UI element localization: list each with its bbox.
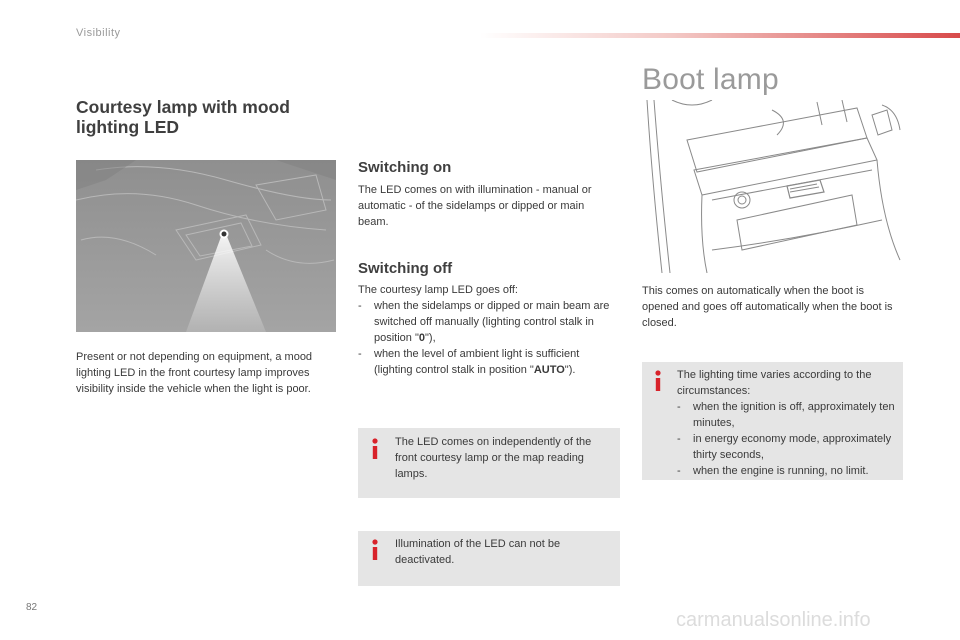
switching-off-list [358, 298, 620, 378]
info-text: Illumination of the LED can not be deactivated. [395, 538, 561, 566]
list-item [358, 298, 620, 346]
header-accent-bar [480, 33, 960, 38]
stalk-position-code: AUTO [533, 364, 565, 376]
watermark: carmanualsonline.info [676, 609, 871, 631]
list-item [677, 463, 899, 479]
stalk-position-code: 0 [418, 332, 426, 344]
info-icon [653, 370, 663, 392]
switching-on-heading: Switching on [358, 159, 452, 176]
item-text: when the level of ambient light is sufficient (lighting control stalk in position " [374, 348, 580, 376]
info-icon [370, 438, 380, 460]
switching-on-text: The LED comes on with illumination - manual or automatic - of the sidelamps or dipped or main beam. [358, 184, 592, 228]
dash-marker: - [677, 401, 681, 413]
boot-lamp-description: This comes on automatically when the boot is opened and goes off automatically when the boot is closed. [642, 285, 893, 329]
dash-marker: - [358, 348, 362, 360]
switching-off-heading: Switching off [358, 260, 453, 277]
item-text: in energy economy mode, approximately thirty seconds, [693, 433, 892, 461]
info-text [677, 367, 899, 479]
courtesy-lamp-title: Courtesy lamp with mood lighting LED [76, 97, 290, 137]
section-label: Visibility [76, 27, 121, 39]
item-text: when the sidelamps or dipped or main beam are switched off manually (lighting control stalk in position " [374, 300, 610, 344]
item-text-end: "). [564, 364, 576, 376]
info-box-not-deactivated [358, 531, 620, 586]
switching-off-intro: The courtesy lamp LED goes off: [358, 284, 518, 296]
boot-lamp-drawing [642, 100, 902, 273]
list-item [358, 346, 620, 378]
info-text: The LED comes on independently of the front courtesy lamp or the map reading lamps. [395, 436, 592, 480]
item-text: when the ignition is off, approximately ten minutes, [693, 401, 895, 429]
info-box-independent [358, 428, 620, 498]
info-icon [370, 539, 380, 561]
courtesy-lamp-description: Present or not depending on equipment, a mood lighting LED in the front courtesy lamp improves visibility inside the vehicle when the light is poor. [76, 351, 313, 395]
courtesy-lamp-photo [76, 160, 336, 332]
cabin-ceiling-illustration [76, 160, 336, 332]
info-intro: The lighting time varies according to the circumstances: [677, 369, 872, 397]
switching-off-section [358, 282, 620, 378]
dash-marker: - [677, 433, 681, 445]
info-box-boot-lighting-time [642, 362, 903, 480]
page-number: 82 [26, 602, 38, 613]
item-text: when the engine is running, no limit. [693, 465, 869, 477]
boot-lamp-title: Boot lamp [642, 63, 779, 96]
lighting-time-list [677, 399, 899, 479]
dash-marker: - [358, 300, 362, 312]
item-text-end: "), [425, 332, 436, 344]
list-item [677, 399, 899, 431]
list-item [677, 431, 899, 463]
dash-marker: - [677, 465, 681, 477]
boot-interior-illustration [642, 100, 902, 273]
